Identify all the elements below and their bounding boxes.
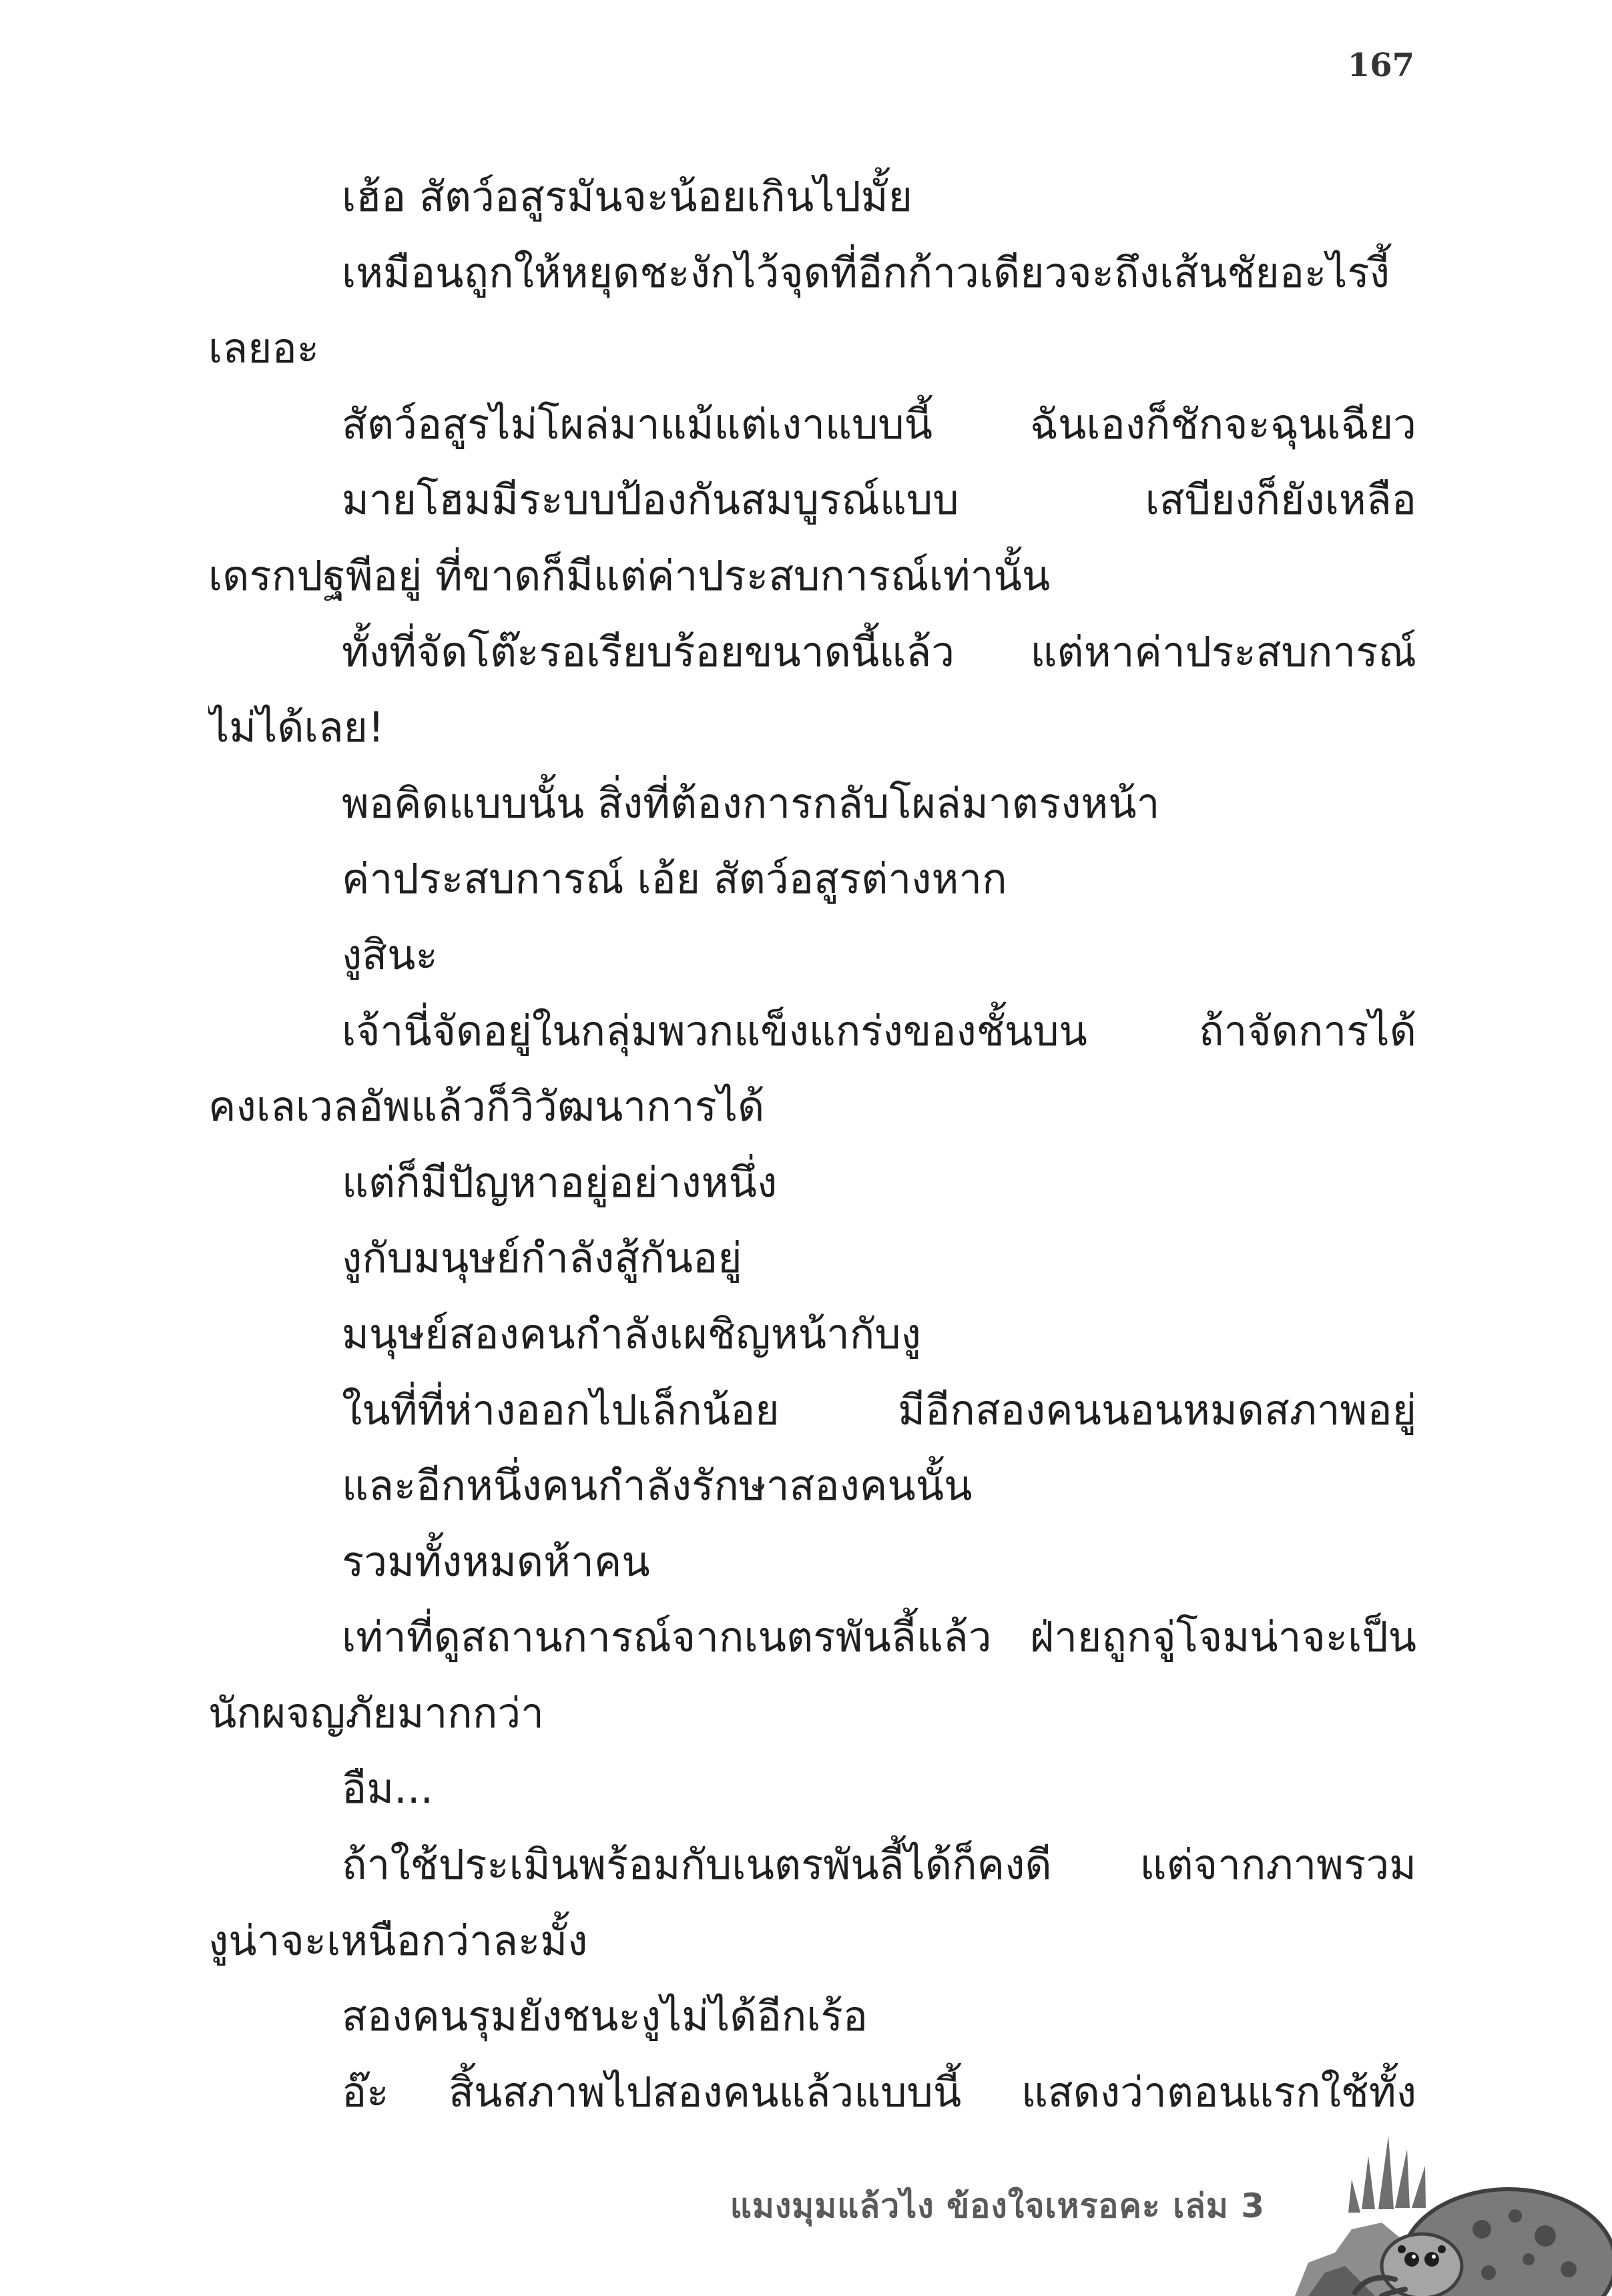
spider-mascot-illustration [1288,2129,1612,2296]
text-line: คงเลเวลอัพแล้วก็วิวัฒนาการได้ [208,1082,765,1131]
text-line: เท่าที่ดูสถานการณ์จากเนตรพันลี้แล้ว ฝ่ายถูกจู่โจมน่าจะเป็น [342,1613,1416,1662]
text-line: เฮ้อ สัตว์อสูรมันจะน้อยเกินไปมั้ย [342,172,912,221]
text-line: ในที่ที่ห่างออกไปเล็กน้อย มีอีกสองคนนอนหมดสภาพอยู่ [342,1385,1416,1434]
text-line: อืม... [342,1764,434,1813]
text-line: แต่ก็มีปัญหาอยู่อย่างหนึ่ง [342,1157,778,1207]
text-line: อ๊ะ สิ้นสภาพไปสองคนแล้วแบบนี้ แสดงว่าตอนแรกใช้ทั้ง [342,2067,1416,2116]
text-line: มนุษย์สองคนกำลังเผชิญหน้ากับงู [342,1309,921,1358]
text-line: ค่าประสบการณ์ เอ้ย สัตว์อสูรต่างหาก [342,854,1007,904]
text-line: สองคนรุมยังชนะงูไม่ได้อีกเร้อ [342,1992,868,2041]
text-line: เหมือนถูกให้หยุดชะงักไว้จุดที่อีกก้าวเดียวจะถึงเส้นชัยอะไรงี้ [342,248,1390,297]
text-line: งูสินะ [342,930,438,979]
text-line: ทั้งที่จัดโต๊ะรอเรียบร้อยขนาดนี้แล้ว แต่หาค่าประสบการณ์ [342,627,1416,676]
text-line: นักผจญภัยมากกว่า [208,1688,544,1737]
text-line: ไม่ได้เลย! [208,703,384,752]
text-line: งูน่าจะเหนือกว่าละมั้ง [208,1916,588,1965]
text-line: และอีกหนึ่งคนกำลังรักษาสองคนนั้น [342,1461,973,1510]
body-text [208,159,1416,2130]
text-line: ถ้าใช้ประเมินพร้อมกับเนตรพันลี้ได้ก็คงดี แต่จากภาพรวม [342,1840,1416,1890]
page-number: 167 [1347,47,1414,84]
text-line: พอคิดแบบนั้น สิ่งที่ต้องการกลับโผล่มาตรงหน้า [342,778,1160,828]
text-line: รวมทั้งหมดห้าคน [342,1536,650,1586]
running-footer-title: แมงมุมแล้วไง ข้องใจเหรอคะ เล่ม 3 [730,2187,1265,2225]
text-line: สัตว์อสูรไม่โผล่มาแม้แต่เงาแบบนี้ ฉันเองก็ชักจะฉุนเฉียว [342,399,1416,449]
text-line: เลยอะ [208,324,320,373]
text-line: งูกับมนุษย์กำลังสู้กันอยู่ [342,1233,742,1283]
text-line: เจ้านี่จัดอยู่ในกลุ่มพวกแข็งแกร่งของชั้นบน ถ้าจัดการได้ [342,1006,1416,1055]
text-line: มายโฮมมีระบบป้องกันสมบูรณ์แบบ เสบียงก็ยังเหลือ [342,475,1416,525]
text-line: เดรกปฐพีอยู่ ที่ขาดก็มีแต่ค่าประสบการณ์เท่านั้น [208,551,1051,600]
